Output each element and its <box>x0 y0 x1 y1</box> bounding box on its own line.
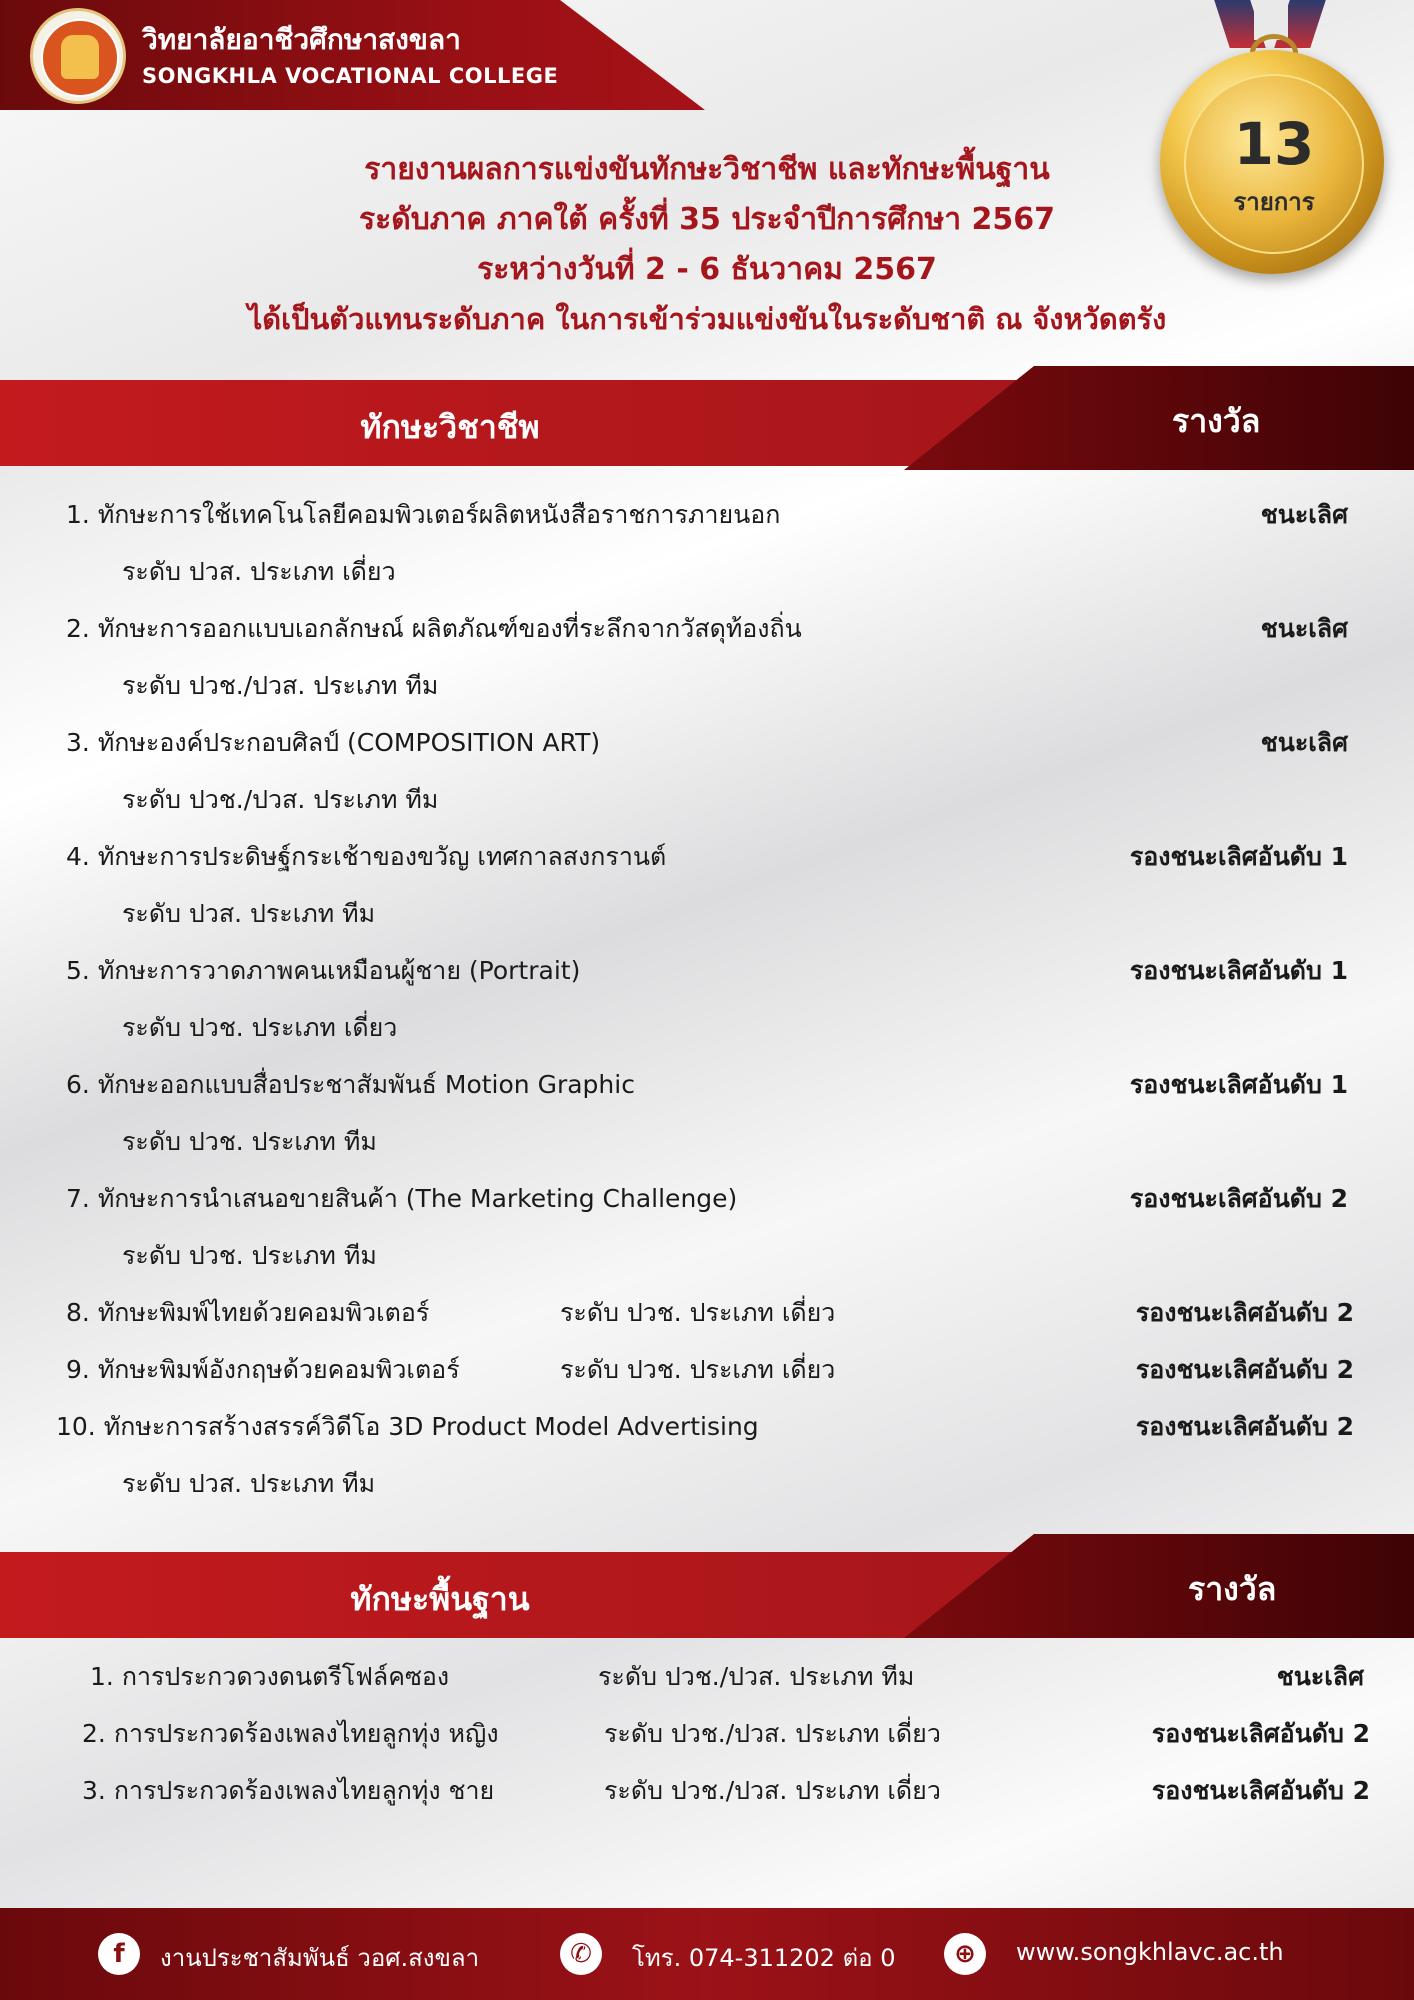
college-name-english: SONGKHLA VOCATIONAL COLLEGE <box>142 64 559 88</box>
list-item <box>66 1179 737 1219</box>
item-award: รองชนะเลิศอันดับ 2 <box>1135 1298 1354 1327</box>
item-name: การประกวดร้องเพลงไทยลูกทุ่ง ชาย <box>113 1776 495 1805</box>
item-number: 1. <box>66 500 90 529</box>
item-level: ระดับ ปวช./ปวส. ประเภท ทีม <box>598 1662 915 1691</box>
basic-award-header: รางวัล <box>1188 1570 1277 1608</box>
phone-icon[interactable]: ✆ <box>560 1933 602 1975</box>
headline-line-3: ระหว่างวันที่ 2 - 6 ธันวาคม 2567 <box>477 252 937 287</box>
item-level: ระดับ ปวช./ปวส. ประเภท ทีม <box>122 785 439 814</box>
list-item <box>90 1657 449 1697</box>
list-item <box>66 1293 429 1333</box>
globe-icon[interactable]: ⊕ <box>944 1933 986 1975</box>
phone-number[interactable]: โทร. 074-311202 ต่อ 0 <box>632 1944 896 1972</box>
item-level: ระดับ ปวส. ประเภท ทีม <box>122 1469 376 1498</box>
item-name: ทักษะการนำเสนอขายสินค้า (The Marketing Challenge) <box>97 1184 738 1213</box>
item-number: 2. <box>66 614 90 643</box>
item-award: รองชนะเลิศอันดับ 2 <box>1151 1776 1370 1805</box>
headline-line-4: ได้เป็นตัวแทนระดับภาค ในการเข้าร่วมแข่งขันในระดับชาติ ณ จังหวัดตรัง <box>247 302 1167 336</box>
item-award: รองชนะเลิศอันดับ 1 <box>1129 842 1348 871</box>
item-level: ระดับ ปวช./ปวส. ประเภท เดี่ยว <box>604 1776 941 1805</box>
item-award: รองชนะเลิศอันดับ 2 <box>1135 1355 1354 1384</box>
item-name: ทักษะการใช้เทคโนโลยีคอมพิวเตอร์ผลิตหนังสือราชการภายนอก <box>97 500 781 529</box>
item-number: 2. <box>82 1719 106 1748</box>
medal-count: 13 <box>1233 110 1315 178</box>
vocational-section-title: ทักษะวิชาชีพ <box>360 408 540 446</box>
list-item <box>66 723 600 763</box>
item-number: 6. <box>66 1070 90 1099</box>
list-item <box>82 1771 494 1811</box>
item-number: 5. <box>66 956 90 985</box>
item-level: ระดับ ปวช. ประเภท ทีม <box>122 1241 377 1270</box>
item-name: ทักษะการสร้างสรรค์วิดีโอ 3D Product Model Advertising <box>103 1412 759 1441</box>
item-number: 1. <box>90 1662 114 1691</box>
facebook-icon[interactable]: f <box>98 1933 140 1975</box>
item-name: ทักษะการออกแบบเอกลักษณ์ ผลิตภัณฑ์ของที่ระลึกจากวัสดุท้องถิ่น <box>97 614 802 643</box>
item-name: ทักษะพิมพ์อังกฤษด้วยคอมพิวเตอร์ <box>97 1355 460 1384</box>
item-award: ชนะเลิศ <box>1260 614 1348 643</box>
item-level: ระดับ ปวส. ประเภท เดี่ยว <box>122 557 396 586</box>
footer-bar <box>0 1908 1414 2000</box>
basic-section-title: ทักษะพื้นฐาน <box>350 1580 530 1618</box>
college-logo <box>30 8 126 104</box>
item-level: ระดับ ปวช. ประเภท ทีม <box>122 1127 377 1156</box>
item-level: ระดับ ปวช./ปวส. ประเภท ทีม <box>122 671 439 700</box>
headline-line-2: ระดับภาค ภาคใต้ ครั้งที่ 35 ประจำปีการศึกษา 2567 <box>358 202 1056 237</box>
item-name: ทักษะการวาดภาพคนเหมือนผู้ชาย (Portrait) <box>97 956 581 985</box>
item-number: 8. <box>66 1298 90 1327</box>
item-level: ระดับ ปวช. ประเภท เดี่ยว <box>560 1355 836 1384</box>
vocational-award-header: รางวัล <box>1172 402 1261 440</box>
item-award: รองชนะเลิศอันดับ 2 <box>1129 1184 1348 1213</box>
item-level: ระดับ ปวส. ประเภท ทีม <box>122 899 376 928</box>
medal-label: รายการ <box>1233 188 1315 216</box>
item-name: ทักษะออกแบบสื่อประชาสัมพันธ์ Motion Graphic <box>97 1070 635 1099</box>
item-name: ทักษะการประดิษฐ์กระเช้าของขวัญ เทศกาลสงกรานต์ <box>97 842 667 871</box>
item-award: รองชนะเลิศอันดับ 2 <box>1135 1412 1354 1441</box>
list-item <box>66 1350 460 1390</box>
facebook-page-name[interactable]: งานประชาสัมพันธ์ วอศ.สงขลา <box>160 1944 480 1972</box>
item-award: รองชนะเลิศอันดับ 1 <box>1129 956 1348 985</box>
item-level: ระดับ ปวช. ประเภท เดี่ยว <box>122 1013 398 1042</box>
item-level: ระดับ ปวช. ประเภท เดี่ยว <box>560 1298 836 1327</box>
item-number: 3. <box>66 728 90 757</box>
item-name: การประกวดร้องเพลงไทยลูกทุ่ง หญิง <box>113 1719 499 1748</box>
item-name: การประกวดวงดนตรีโฟล์คซอง <box>121 1662 450 1691</box>
item-award: ชนะเลิศ <box>1260 500 1348 529</box>
item-level: ระดับ ปวช./ปวส. ประเภท เดี่ยว <box>604 1719 941 1748</box>
item-award: รองชนะเลิศอันดับ 2 <box>1151 1719 1370 1748</box>
list-item <box>66 609 802 649</box>
headline-line-1: รายงานผลการแข่งขันทักษะวิชาชีพ และทักษะพื้นฐาน <box>364 152 1050 187</box>
item-name: ทักษะพิมพ์ไทยด้วยคอมพิวเตอร์ <box>97 1298 430 1327</box>
list-item <box>82 1714 499 1754</box>
list-item <box>66 495 780 535</box>
basic-award-bar <box>904 1534 1414 1638</box>
college-name-thai: วิทยาลัยอาชีวศึกษาสงขลา <box>142 23 461 56</box>
item-award: ชนะเลิศ <box>1260 728 1348 757</box>
list-item <box>66 1065 635 1105</box>
item-number: 10. <box>56 1412 96 1441</box>
website-link[interactable]: www.songkhlavc.ac.th <box>1016 1938 1284 1966</box>
list-item <box>56 1407 759 1447</box>
item-number: 4. <box>66 842 90 871</box>
item-award: รองชนะเลิศอันดับ 1 <box>1129 1070 1348 1099</box>
item-name: ทักษะองค์ประกอบศิลป์ (COMPOSITION ART) <box>97 728 601 757</box>
list-item <box>66 951 580 991</box>
item-award: ชนะเลิศ <box>1276 1662 1364 1691</box>
item-number: 7. <box>66 1184 90 1213</box>
item-number: 3. <box>82 1776 106 1805</box>
item-number: 9. <box>66 1355 90 1384</box>
list-item <box>66 837 666 877</box>
